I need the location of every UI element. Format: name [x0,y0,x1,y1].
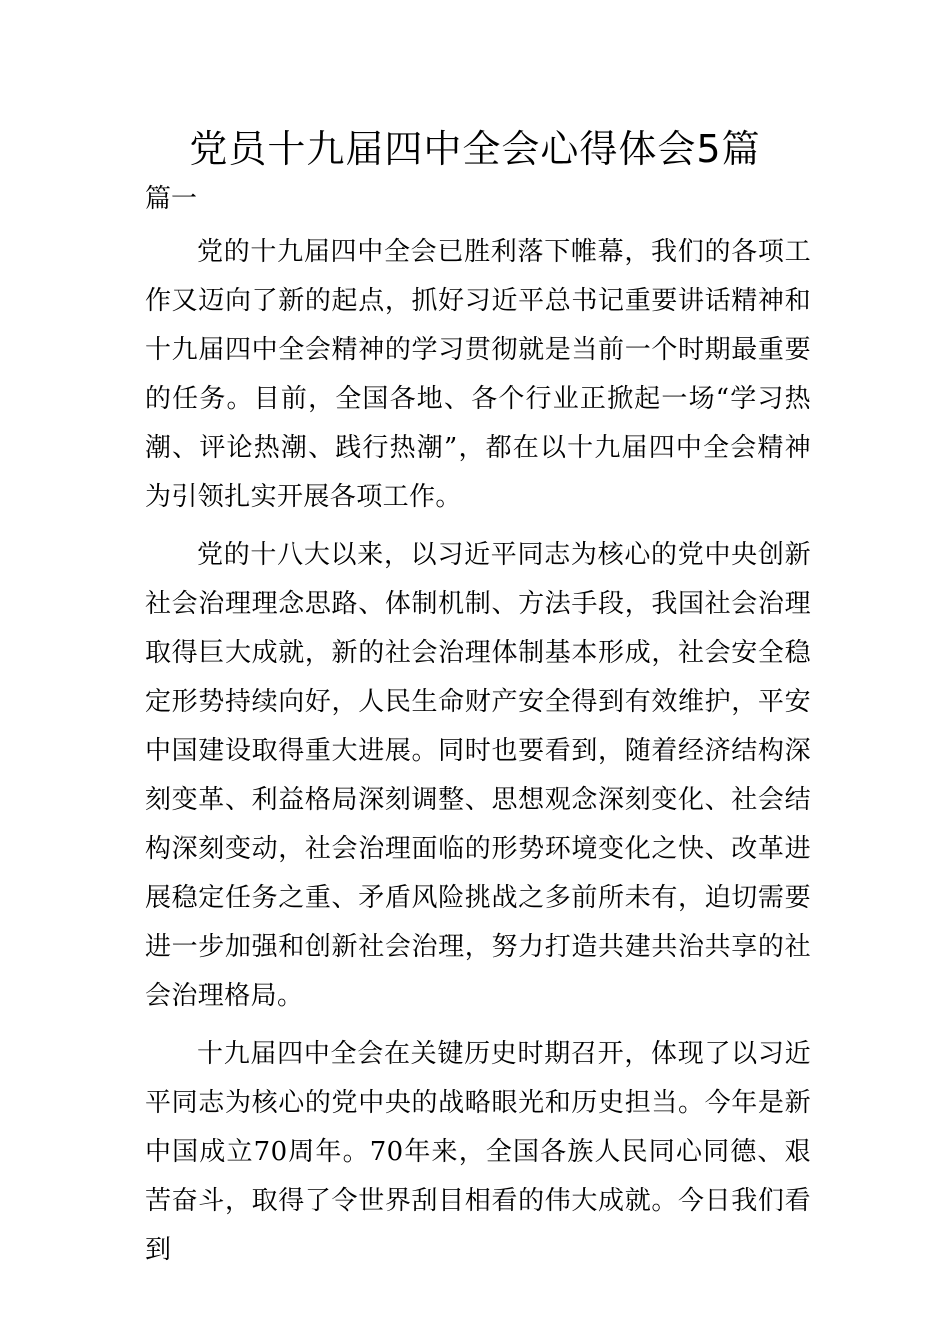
section-label: 篇一 [145,184,198,214]
paragraph-1: 党的十九届四中全会已胜利落下帷幕，我们的各项工作又迈向了新的起点，抓好习近平总书记重要讲话精神和十九届四中全会精神的学习贯彻就是当前一个时期最重要的任务。目前，全国各地、各个行业正掀起一场“学习热潮、评论热潮、践行热潮”，都在以十九届四中全会精神为引领扎实开展各项工作。 [145,237,811,512]
paragraph-3: 十九届四中全会在关键历史时期召开，体现了以习近平同志为核心的党中央的战略眼光和历史担当。今年是新中国成立70周年。70年来，全国各族人民同心同德、艰苦奋斗，取得了令世界刮目相看的伟大成就。今日我们看到 [145,1039,811,1265]
paragraph-2: 党的十八大以来，以习近平同志为核心的党中央创新社会治理理念思路、体制机制、方法手段，我国社会治理取得巨大成就，新的社会治理体制基本形成，社会安全稳定形势持续向好，人民生命财产安全得到有效维护，平安中国建设取得重大进展。同时也要看到，随着经济结构深刻变革、利益格局深刻调整、思想观念深刻变化、社会结构深刻变动，社会治理面临的形势环境变化之快、改革进展稳定任务之重、矛盾风险挑战之多前所未有，迫切需要进一步加强和创新社会治理，努力打造共建共治共享的社会治理格局。 [145,540,811,1011]
document-title: 党员十九届四中全会心得体会5篇 [189,127,761,171]
document-body [145,228,811,1284]
